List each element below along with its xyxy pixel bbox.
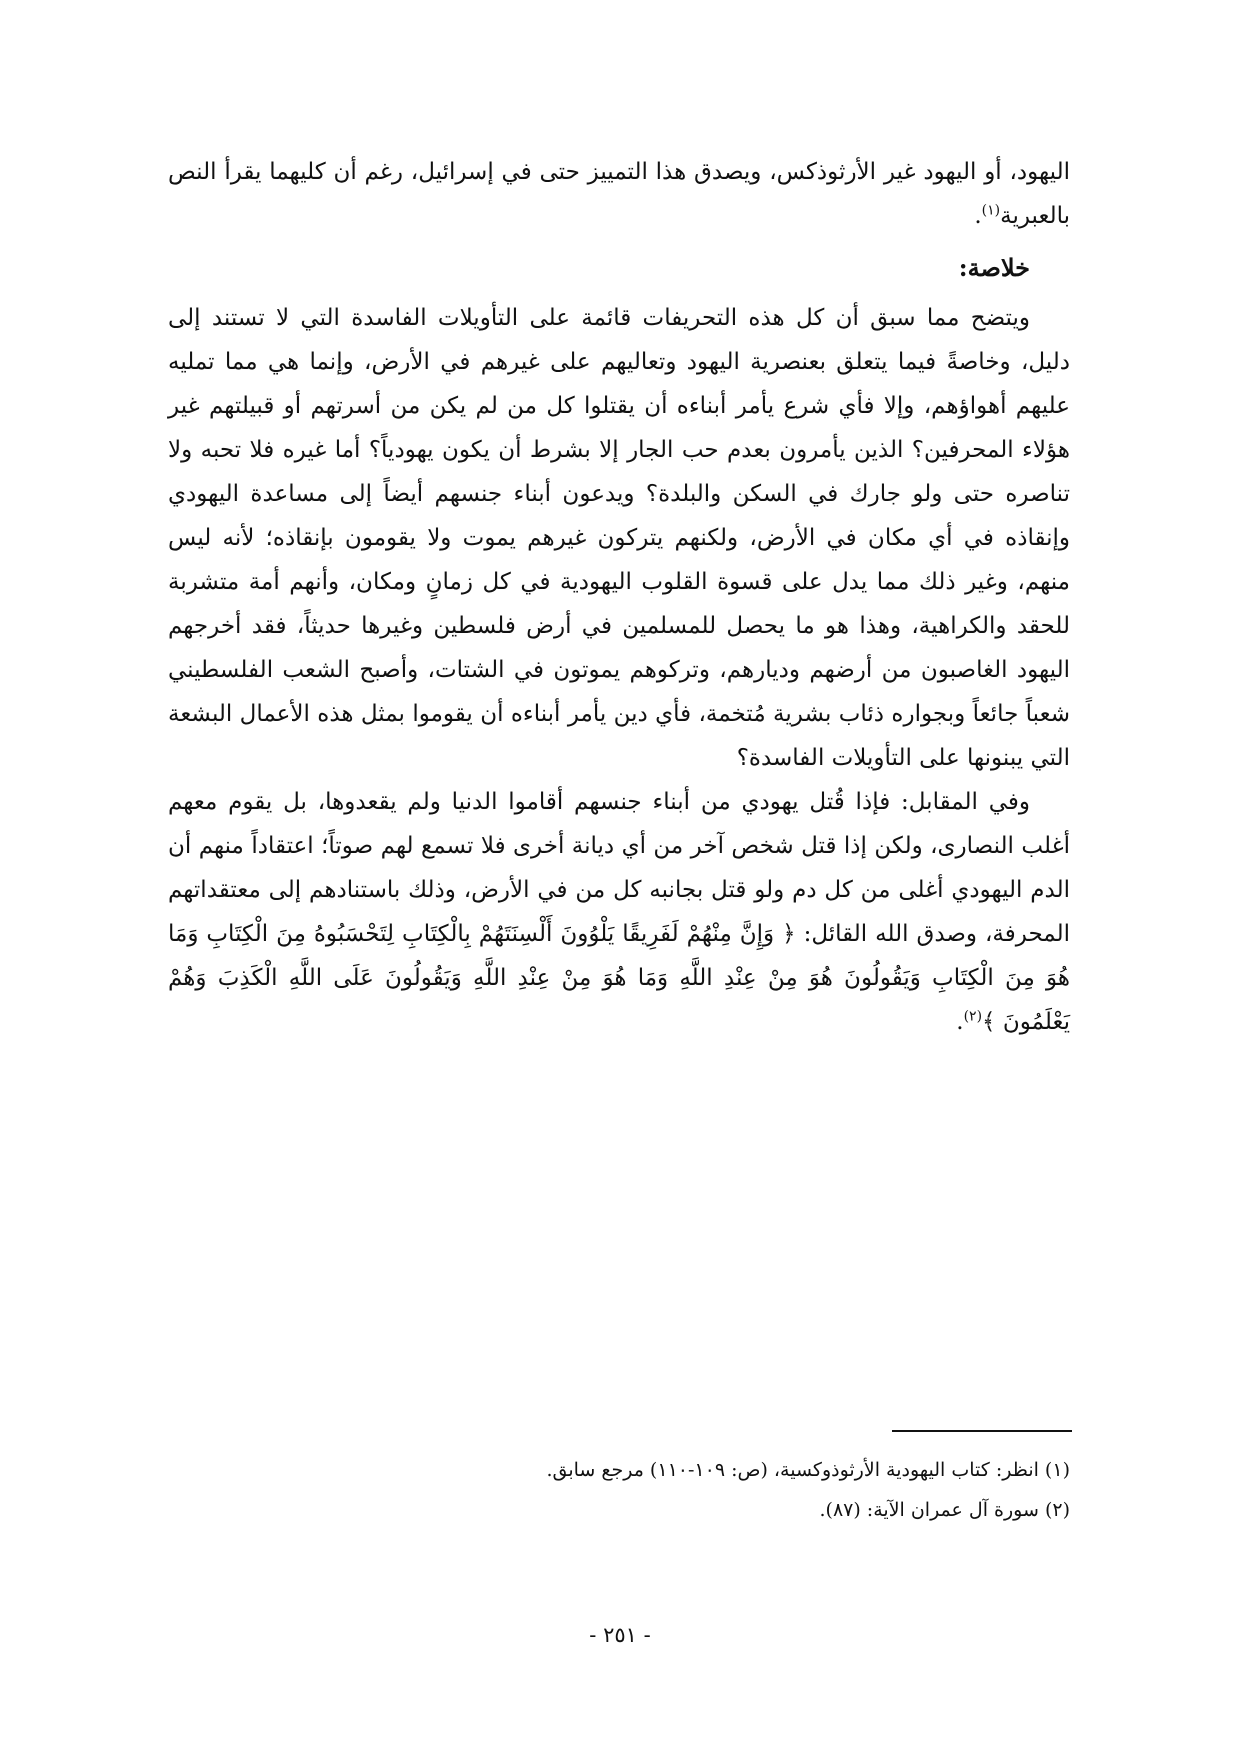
intro-line-2: بالعبرية: [1000, 203, 1070, 229]
footnote-ref-2: (٢): [963, 1008, 983, 1025]
intro-paragraph: [168, 150, 1070, 238]
footnote-1: (١) انظر: كتاب اليهودية الأرثوذوكسية، (ص: ١٠٩-١١٠) مرجع سابق.: [546, 1459, 1070, 1481]
paragraph-2-text: وفي المقابل: فإذا قُتل يهودي من أبناء جنسهم أقاموا الدنيا ولم يقعدوها، بل يقوم معهم أغلب النصارى، ولكن إذا قتل شخص آخر من أي ديانة أخرى فلا تسمع لهم صوتاً؛ اعتقاداً منهم أن الدم اليهودي أغلى من كل دم ولو قتل بجانبه كل من في الأرض، وذلك باستنادهم إلى معتقداتهم المحرفة، وصدق الله القائل: ﴿ وَإِنَّ مِنْهُمْ لَفَرِيقًا يَلْوُونَ أَلْسِنَتَهُمْ بِالْكِتَابِ لِتَحْسَبُوهُ مِنَ الْكِتَابِ وَمَا هُوَ مِنَ الْكِتَابِ وَيَقُولُونَ هُوَ مِنْ عِنْدِ اللَّهِ وَمَا هُوَ مِنْ عِنْدِ اللَّهِ وَيَقُولُونَ عَلَى اللَّهِ الْكَذِبَ وَهُمْ يَعْلَمُونَ ﴾: [168, 789, 1070, 1035]
footnote-2: (٢) سورة آل عمران الآية: (٨٧).: [819, 1499, 1070, 1521]
paragraph-2-end: .: [956, 1009, 964, 1035]
footnote-ref-1: (١): [981, 202, 1001, 219]
intro-line: اليهود، أو اليهود غير الأرثوذكس، ويصدق هذا التمييز حتى في إسرائيل، رغم أن كليهما يقرأ النص: [168, 159, 1070, 185]
footnote-divider: [892, 1430, 1072, 1432]
page-number: - ٢٥١ -: [589, 1623, 651, 1647]
paragraph-1: ويتضح مما سبق أن كل هذه التحريفات قائمة على التأويلات الفاسدة التي لا تستند إلى دليل، وخاصةً فيما يتعلق بعنصرية اليهود وتعاليهم على غيرهم في الأرض، وإنما هي مما تمليه عليهم أهواؤهم، وإلا فأي شرع يأمر أبناءه أن يقتلوا كل من لم يكن من أسرتهم أو قبيلتهم غير هؤلاء المحرفين؟ الذين يأمرون بعدم حب الجار إلا بشرط أن يكون يهودياً؟ أما غيره فلا تحبه ولا تناصره حتى ولو جارك في السكن والبلدة؟ ويدعون أبناء جنسهم أيضاً إلى مساعدة اليهودي وإنقاذه في أي مكان في الأرض، ولكنهم يتركون غيرهم يموت ولا يقومون بإنقاذه؛ لأنه ليس منهم، وغير ذلك مما يدل على قسوة القلوب اليهودية في كل زمانٍ ومكان، وأنهم أمة متشربة للحقد والكراهية، وهذا هو ما يحصل للمسلمين في أرض فلسطين وغيرها حديثاً، فقد أخرجهم اليهود الغاصبون من أرضهم وديارهم، وتركوهم يموتون في الشتات، وأصبح الشعب الفلسطيني شعباً جائعاً وبجواره ذئاب بشرية مُتخمة، فأي دين يأمر أبناءه أن يقوموا بمثل هذه الأعمال البشعة التي يبنونها على التأويلات الفاسدة؟: [168, 305, 1070, 771]
footnotes: [170, 1450, 1070, 1530]
body-text: [168, 150, 1070, 1044]
paragraph-2: [168, 780, 1070, 1044]
section-heading: خلاصة:: [958, 253, 1030, 282]
intro-end: .: [974, 203, 982, 229]
